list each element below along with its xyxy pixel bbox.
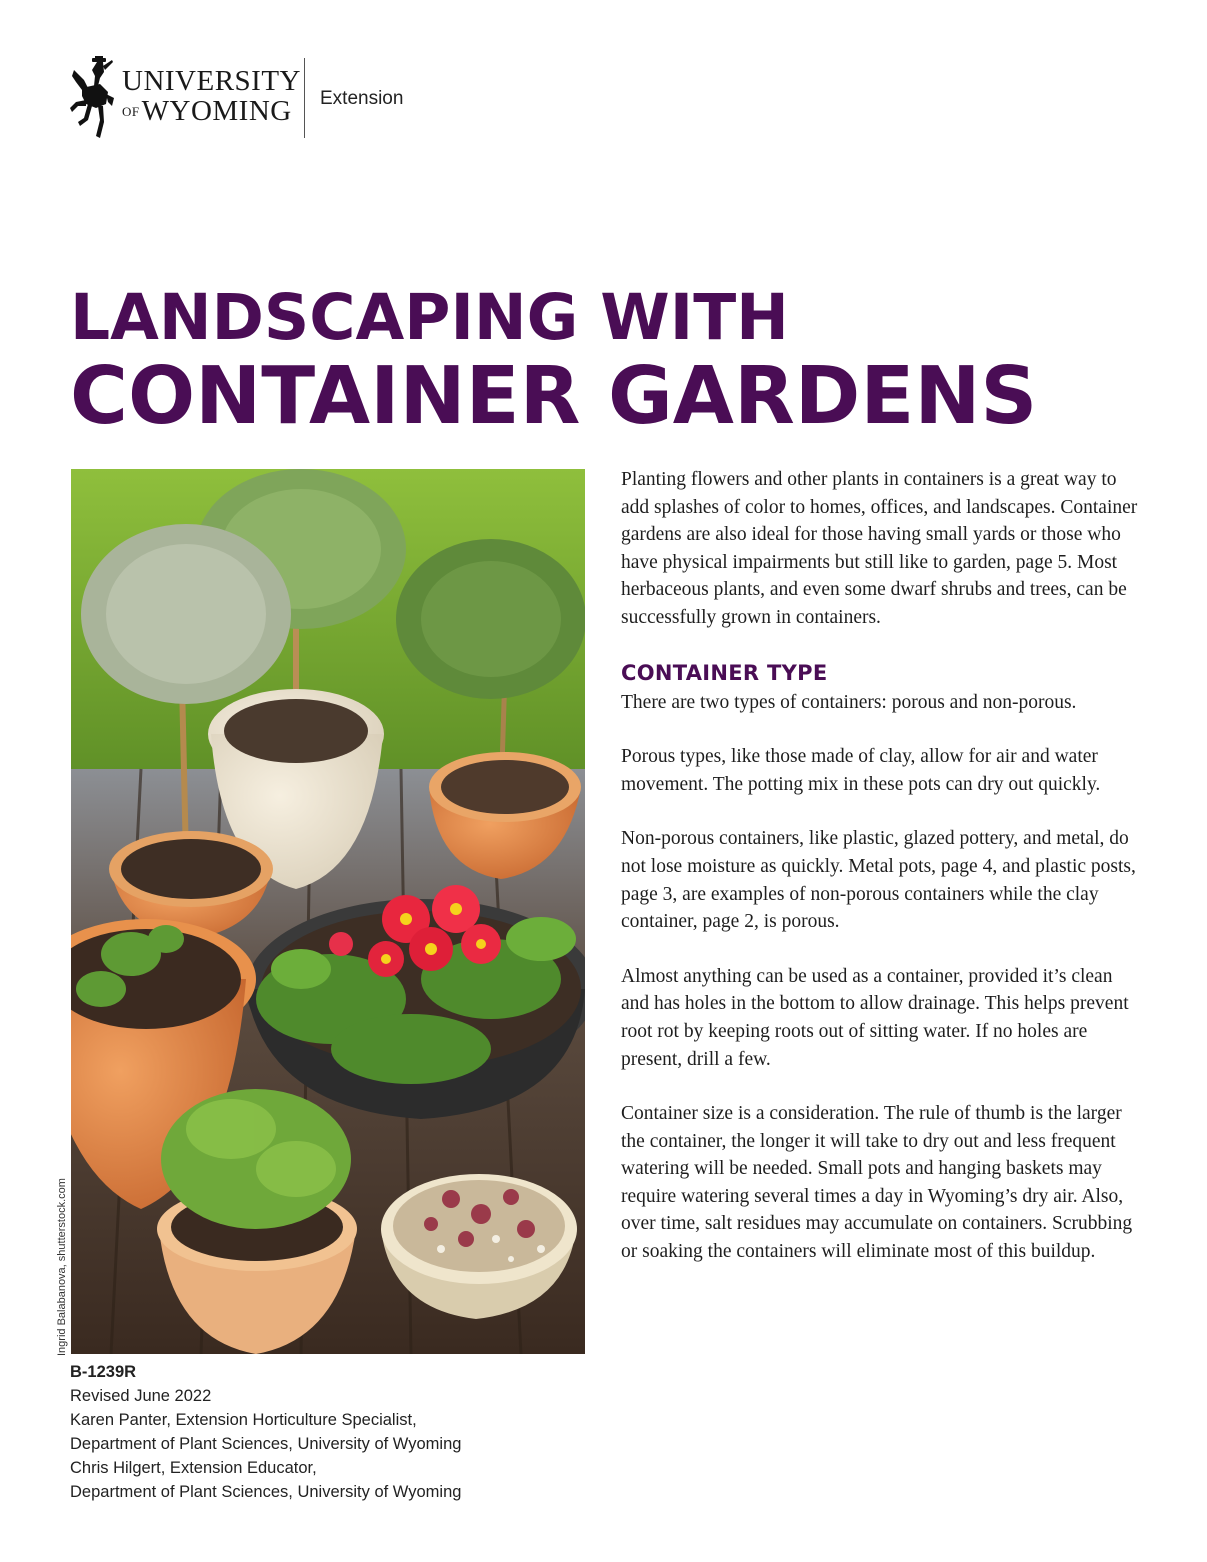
title-line-1: LANDSCAPING WITH: [70, 281, 789, 354]
logo-university: UNIVERSITY: [122, 65, 301, 97]
author-2: Chris Hilgert, Extension Educator,: [70, 1459, 317, 1477]
page-title: [70, 281, 1038, 442]
bucking-horse-icon: [70, 56, 114, 142]
title-line-2: CONTAINER GARDENS: [70, 350, 1038, 442]
potted-plants-illustration: [71, 469, 585, 1354]
revised-date: Revised June 2022: [70, 1387, 212, 1405]
logo-wyoming: [122, 96, 301, 127]
logo-wyoming-text: WYOMING: [141, 95, 292, 127]
author-2-department: Department of Plant Sciences, University of Wyoming: [70, 1483, 462, 1501]
container-garden-photo: [71, 469, 585, 1354]
photo-credit: Ingrid Balabanova, shutterstock.com: [56, 1178, 68, 1356]
paragraph-2: Porous types, like those made of clay, allow for air and water movement. The potting mix in these pots can dry out quickly.: [621, 746, 1101, 795]
author-1: Karen Panter, Extension Horticulture Specialist,: [70, 1411, 417, 1429]
paragraph-3: Non-porous containers, like plastic, glazed pottery, and metal, do not lose moisture as quickly. Metal pots, page 4, and plastic posts, page 3, are examples of non-porous containers while the clay container, page 2, is porous.: [621, 828, 1136, 933]
logo-divider: [304, 58, 305, 138]
body-text: [621, 466, 1141, 1293]
university-logo: [70, 56, 430, 146]
paragraph-4: Almost anything can be used as a container, provided it’s clean and has holes in the bottom to allow drainage. This helps prevent root rot by keeping roots out of sitting water. If no holes are present, drill a few.: [621, 965, 1129, 1070]
author-1-department: Department of Plant Sciences, University of Wyoming: [70, 1435, 462, 1453]
logo-of: OF: [122, 104, 140, 119]
publication-code: B-1239R: [70, 1363, 137, 1381]
logo-wordmark: [122, 66, 301, 127]
intro-paragraph: Planting flowers and other plants in containers is a great way to add splashes of color to homes, offices, and landscapes. Container gardens are also ideal for those having small yards or those who have physical impairments but still like to garden, page 5. Most herbaceous plants, and even some dwarf shrubs and trees, can be successfully grown in containers.: [621, 469, 1138, 628]
section-heading-container-type: CONTAINER TYPE: [621, 660, 828, 685]
paragraph-5: Container size is a consideration. The rule of thumb is the larger the container, the longer it will take to dry out and less frequent watering will be needed. Small pots and hanging baskets may require watering several times a day in Wyoming’s dry air. Also, over time, salt residues may accumulate on containers. Scrubbing or soaking the containers will eliminate most of this buildup.: [621, 1103, 1133, 1263]
extension-label: Extension: [320, 88, 404, 109]
publication-info: [70, 1360, 461, 1504]
paragraph-1: There are two types of containers: porous and non-porous.: [621, 691, 1077, 713]
